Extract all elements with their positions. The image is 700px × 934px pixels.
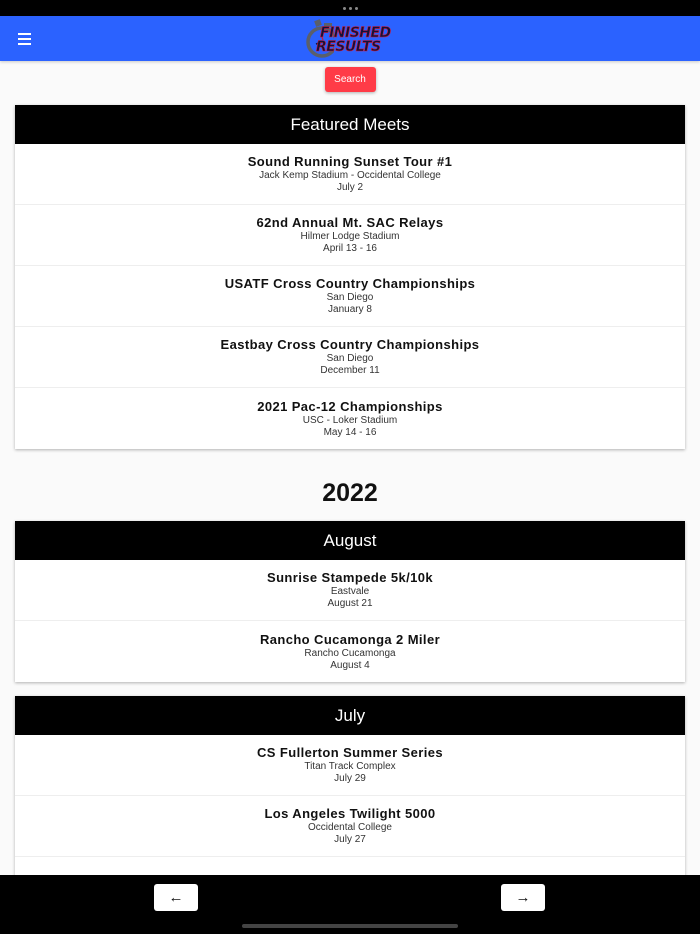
meet-item[interactable] [15,388,685,449]
meet-name: CS Fullerton Summer Series [257,745,443,760]
meet-item[interactable] [15,205,685,266]
meet-name: Los Angeles Twilight 5000 [264,806,436,821]
hamburger-icon-line [18,33,31,35]
hamburger-menu-button[interactable] [14,30,36,48]
meet-venue: Hilmer Lodge Stadium [300,231,400,242]
hamburger-icon-line [18,38,31,40]
meet-venue: Rancho Cucamonga [304,647,396,659]
multitask-dots-icon[interactable] [343,7,358,10]
featured-meets-header: Featured Meets [15,105,685,144]
hamburger-icon-line [18,43,31,45]
meet-name: 62nd Annual Mt. SAC Relays [256,215,444,230]
month-header: July [15,696,685,735]
meet-date: December 11 [320,365,380,376]
year-heading: 2022 [322,479,378,507]
previous-page-button[interactable] [154,884,198,911]
next-page-button[interactable] [501,884,545,911]
meet-item[interactable] [15,327,685,388]
month-header: August [15,521,685,560]
meet-venue: San Diego [326,353,374,364]
meet-date: April 13 - 16 [323,243,377,254]
meet-venue: Occidental College [308,822,392,833]
logo-text-finished: FINISHED [320,25,391,41]
meet-item[interactable] [15,144,685,205]
meet-name: USATF Cross Country Championships [224,276,476,291]
meets-list [15,105,685,932]
month-card-august [15,521,685,682]
meet-date: August 4 [330,659,370,671]
meet-item[interactable] [15,621,685,682]
meet-item[interactable] [15,796,685,857]
meet-date: August 21 [327,598,373,609]
arrow-left-icon: ← [168,889,184,906]
featured-meets-card [15,105,685,449]
meet-name: Sunrise Stampede 5k/10k [267,570,433,585]
finished-results-logo[interactable] [304,18,398,60]
meet-date: May 14 - 16 [323,426,377,438]
meet-venue: San Diego [326,292,374,303]
status-bar [0,0,700,16]
logo-text-results: RESULTS [316,39,381,55]
app-bar [0,16,700,61]
home-indicator[interactable] [242,924,458,928]
meet-venue: Jack Kemp Stadium - Occidental College [259,170,441,181]
meet-item[interactable] [15,266,685,327]
meet-name: Rancho Cucamonga 2 Miler [259,631,441,647]
meet-venue: USC - Loker Stadium [302,414,398,426]
meet-name: 2021 Pac-12 Championships [257,398,443,414]
meet-name: Eastbay Cross Country Championships [220,337,480,352]
meet-date: July 27 [334,834,366,845]
meet-venue: Titan Track Complex [304,761,396,772]
search-button[interactable]: Search [325,67,376,92]
meet-name: Sound Running Sunset Tour #1 [247,154,453,169]
meet-date: July 29 [334,773,366,784]
meet-item[interactable] [15,560,685,621]
meet-date: July 2 [336,182,364,193]
meet-venue: Eastvale [330,586,370,597]
meet-item[interactable] [15,735,685,796]
arrow-right-icon: → [515,889,531,906]
meet-date: January 8 [328,304,372,315]
bottom-navigation-bar [0,875,700,934]
